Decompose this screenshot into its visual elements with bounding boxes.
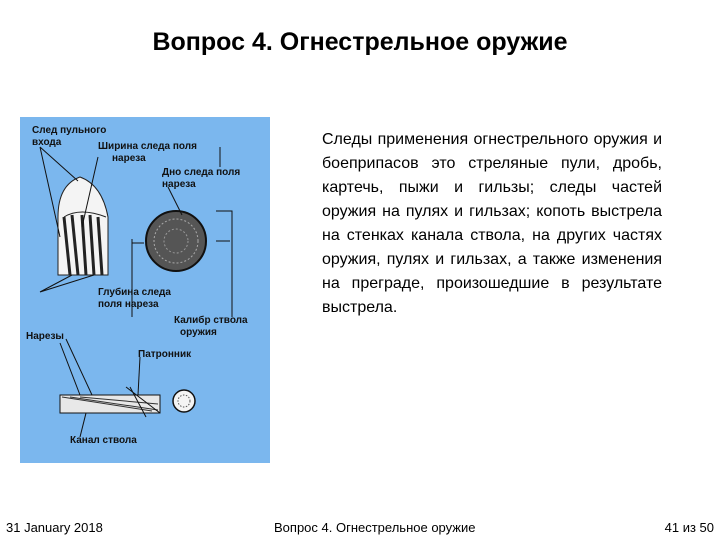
footer-title: Вопрос 4. Огнестрельное оружие	[274, 520, 476, 535]
label-caliber-line2: оружия	[180, 327, 217, 338]
label-groove-depth-line2: поля нареза	[98, 299, 159, 310]
label-groove-width-line1: Ширина следа поля	[98, 141, 197, 152]
label-entry-trace-line2: входа	[32, 137, 62, 148]
label-rifling: Нарезы	[26, 331, 64, 342]
footer-page-number: 41 из 50	[664, 520, 714, 535]
body-text: Следы применения огнестрельного оружия и боеприпасов это стреляные пули, дробь, картечь, пыжи и гильзы; следы частей оружия на пулях и гильзах; копоть выстрела на стенках канала ствола, на других частях оружия, пулях и гильзах, а также изменения на преграде, произошедшие в результате выстрела.	[322, 131, 662, 316]
footer-date: 31 January 2018	[6, 520, 103, 535]
slide-title: Вопрос 4. Огнестрельное оружие	[152, 28, 568, 56]
firearm-traces-diagram	[20, 117, 270, 463]
label-chamber: Патронник	[138, 349, 192, 360]
label-entry-trace-line1: След пульного	[32, 125, 107, 136]
label-groove-bottom-line1: Дно следа поля	[162, 167, 241, 178]
barrel-cross-section-icon	[173, 390, 195, 412]
label-groove-width-line2: нареза	[112, 153, 146, 164]
label-groove-depth-line1: Глубина следа	[98, 287, 171, 298]
label-bore: Канал ствола	[70, 435, 137, 446]
label-caliber-line1: Калибр ствола	[174, 315, 248, 326]
bullet-cross-section-icon	[146, 211, 206, 271]
label-groove-bottom-line2: нареза	[162, 179, 196, 190]
